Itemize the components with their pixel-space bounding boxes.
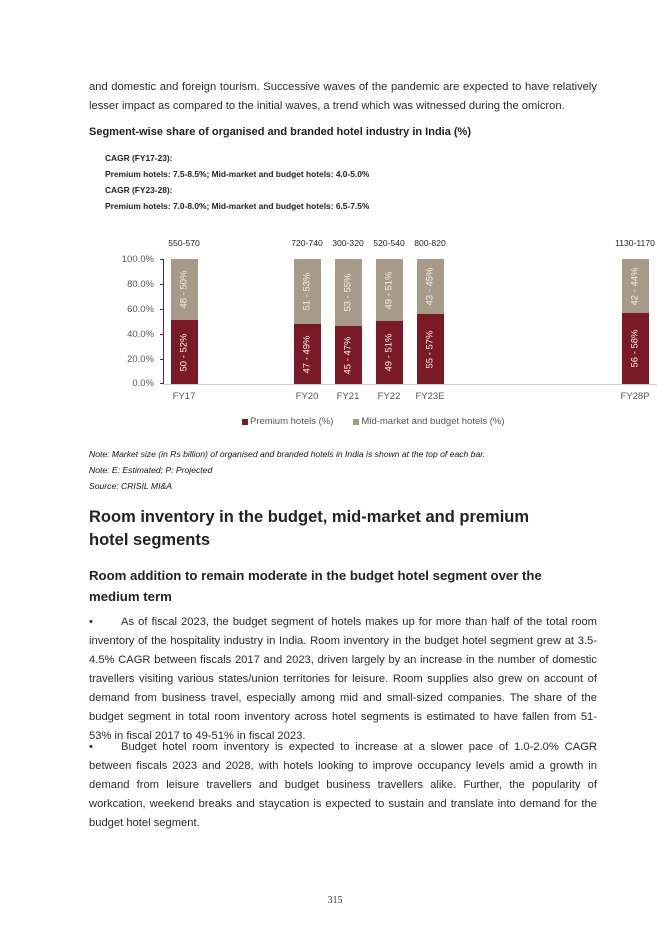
x-tick: FY20 (295, 391, 319, 402)
bullet-icon: • (89, 741, 93, 753)
stacked-bar-chart (0, 0, 670, 440)
bullet-text: As of fiscal 2023, the budget segment of hotels makes up for more than half of the total room inventory of the hospitality industry in India. Room inventory in the budget hotel segment grew at 3.5-4.5% CAGR between fiscals 2017 and 2023, driven largely by an increase in the number of domestic travellers visiting various states/union territories for leisure. Room supplies also grew on account of demand from business travel, especially among mid and small-sized companies. The share of the budget segment in total room inventory across hotel segments is estimated to have fallen from 51-53% in fiscal 2017 to 49-51% in fiscal 2023. (89, 616, 597, 742)
note-line: Note: E: Estimated; P: Projected (89, 465, 213, 475)
bar-segment-premium (622, 313, 649, 384)
market-size-label: 720-740 (291, 238, 323, 248)
note-line: Note: Market size (in Rs billion) of organised and branded hotels in India is shown at the top of each bar. (89, 449, 486, 459)
market-size-label: 550-570 (168, 238, 200, 248)
cagr-line: Premium hotels: 7.5-8.5%; Mid-market and budget hotels: 4.0-5.0% (105, 169, 370, 179)
y-tick: 60.0% (127, 304, 154, 315)
bullet-paragraph (89, 613, 597, 746)
bar-segment-premium (376, 321, 403, 384)
legend-swatch-premium (242, 419, 248, 425)
bar-fy20 (294, 259, 321, 384)
segment-label: 53 - 55% (343, 273, 354, 312)
y-tick: 100.0% (121, 254, 154, 265)
bar-segment-premium (417, 314, 444, 384)
segment-label: 56 - 58% (630, 329, 641, 368)
y-tick: 0.0% (132, 378, 154, 389)
x-tick: FY23E (415, 391, 445, 402)
bar-fy23e (417, 259, 444, 384)
y-tick: 20.0% (127, 354, 154, 365)
bar-segment-midmarket (335, 259, 362, 326)
segment-label: 43 - 45% (425, 267, 436, 306)
bullet-paragraph (89, 738, 597, 833)
cagr-line: Premium hotels: 7.0-8.0%; Mid-market and budget hotels: 6.5-7.5% (105, 201, 370, 211)
legend-label: Premium hotels (%) (250, 416, 334, 427)
legend-item-premium (242, 416, 333, 427)
bar-segment-premium (171, 320, 198, 384)
market-size-label: 300-320 (332, 238, 364, 248)
bar-segment-midmarket (417, 259, 444, 314)
bullet-text: Budget hotel room inventory is expected to increase at a slower pace of 1.0-2.0% CAGR between fiscals 2023 and 2028, with hotels looking to improve occupancy levels amid a growth in demand from leisure travellers and budget business travellers alike. Further, the popularity of workcation, weekend breaks and staycation is expected to sustain and translate into demand for the budget hotel segment. (89, 741, 597, 829)
segment-label: 42 - 44% (630, 266, 641, 306)
legend-swatch-midmarket (353, 419, 359, 425)
segment-label: 49 - 51% (384, 333, 395, 372)
bar-segment-midmarket (171, 259, 198, 320)
legend-item-midmarket (353, 416, 504, 427)
bar-segment-premium (335, 326, 362, 384)
chart-legend (242, 416, 505, 427)
segment-label: 55 - 57% (425, 329, 436, 369)
bar-fy21 (335, 259, 362, 384)
section-heading: Room inventory in the budget, mid-market and premium hotel segments (89, 508, 530, 549)
bar-fy17 (171, 259, 198, 384)
y-tick-mark (160, 284, 163, 285)
page-number: 315 (327, 895, 343, 906)
section-subheading: Room addition to remain moderate in the budget hotel segment over the medium term (89, 568, 542, 604)
segment-label: 48 - 50% (179, 270, 190, 309)
cagr-line: CAGR (FY17-23): (105, 153, 173, 163)
segment-label: 49 - 51% (384, 270, 395, 310)
bar-segment-premium (294, 324, 321, 384)
source-line: Source: CRISIL MI&A (89, 481, 172, 491)
segment-label: 50 - 52% (179, 332, 190, 372)
market-size-label: 1130-1170 (615, 238, 655, 248)
market-size-label: 800-820 (414, 238, 446, 248)
chart-title: Segment-wise share of organised and branded hotel industry in India (%) (89, 126, 471, 138)
intro-paragraph: and domestic and foreign tourism. Successive waves of the pandemic are expected to have relatively lesser impact as compared to the initial waves, a trend which was witnessed during the omicron. (89, 81, 597, 112)
x-tick: FY28P (620, 391, 650, 402)
x-axis (163, 384, 657, 385)
x-tick: FY21 (336, 391, 360, 402)
segment-label: 45 - 47% (343, 335, 354, 375)
y-tick: 40.0% (127, 329, 154, 340)
cagr-line: CAGR (FY23-28): (105, 185, 173, 195)
y-tick-mark (160, 334, 163, 335)
y-axis (163, 259, 164, 384)
x-tick: FY22 (377, 391, 401, 402)
bar-segment-midmarket (622, 259, 649, 313)
y-tick: 80.0% (127, 279, 154, 290)
bar-segment-midmarket (294, 259, 321, 324)
segment-label: 47 - 49% (302, 334, 313, 374)
bar-segment-midmarket (376, 259, 403, 321)
market-size-label: 520-540 (373, 238, 405, 248)
y-tick-mark (160, 259, 163, 260)
bar-fy28p (622, 259, 649, 384)
bar-fy22 (376, 259, 403, 384)
y-tick-mark (160, 309, 163, 310)
x-tick: FY17 (172, 391, 196, 402)
bullet-icon: • (89, 616, 93, 628)
chart-notes (89, 446, 485, 494)
y-tick-mark (160, 359, 163, 360)
segment-label: 51 - 53% (302, 272, 313, 311)
legend-label: Mid-market and budget hotels (%) (361, 416, 505, 427)
